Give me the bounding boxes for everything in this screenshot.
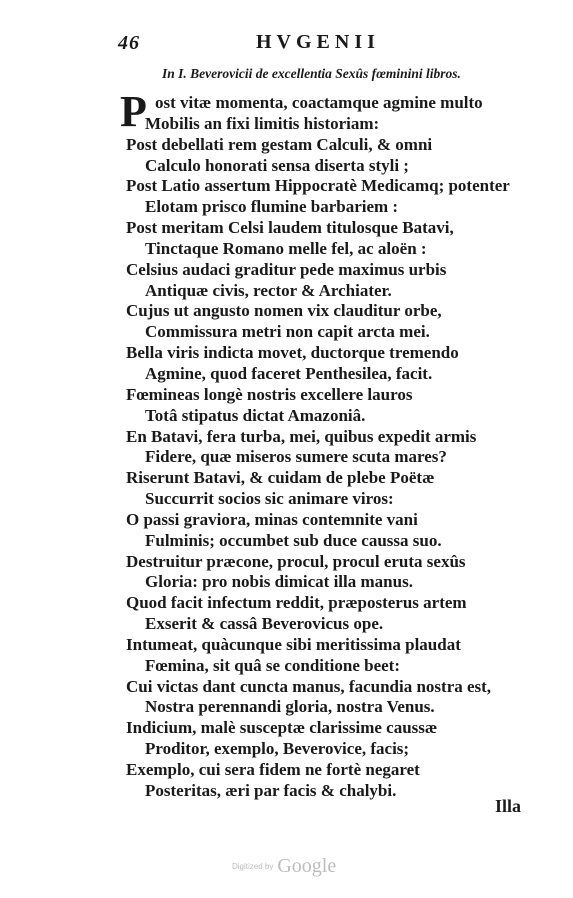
- poem-body: [0, 93, 573, 802]
- verse-line: Destruitur præcone, procul, procul eruta sexûs: [126, 551, 466, 571]
- verse-line: Elotam prisco flumine barbariem :: [145, 197, 399, 217]
- digitized-by-label: Digitized by: [232, 862, 274, 871]
- verse-line: Fœmina, sit quâ se conditione beet:: [145, 655, 400, 675]
- verse-line: Agmine, quod faceret Penthesilea, facit.: [145, 363, 433, 383]
- verse-line: Exemplo, cui sera fidem ne fortè negaret: [126, 760, 420, 779]
- verse-line: En Batavi, fera turba, mei, quibus expedit armis: [126, 426, 477, 446]
- poem-title: In I. Beverovicii de excellentia Sexûs fœminini libros.: [162, 66, 461, 81]
- verse-line: Calculo honorati sensa diserta styli ;: [145, 155, 409, 175]
- verse-line: Cujus ut angusto nomen vix clauditur orbe,: [126, 301, 442, 321]
- catchword: Illa: [495, 796, 522, 816]
- verse-line: Posteritas, æri par facis & chalybi.: [145, 780, 397, 800]
- verse-line: Bella viris indicta movet, ductorque tremendo: [126, 343, 459, 363]
- verse-line: Gloria: pro nobis dimicat illa manus.: [145, 572, 413, 592]
- verse-line: Post meritam Celsi laudem titulosque Batavi,: [126, 218, 454, 238]
- page-number: 46: [118, 32, 140, 54]
- verse-line: Celsius audaci graditur pede maximus urbis: [126, 259, 447, 279]
- verse-line: Commissura metri non capit arcta mei.: [145, 322, 430, 342]
- verse-line: ost vitæ momenta, coactamque agmine multo: [155, 93, 483, 112]
- verse-line: Mobilis an fixi limitis historiam:: [145, 113, 380, 133]
- verse-line: O passi graviora, minas contemnite vani: [126, 509, 418, 529]
- verse-line: Antiquæ civis, rector & Archiater.: [145, 280, 392, 300]
- verse-line: Fulminis; occumbet sub duce caussa suo.: [145, 530, 442, 550]
- verse-line: Totâ stipatus dictat Amazoniâ.: [145, 405, 366, 425]
- verse-line: Intumeat, quàcunque sibi meritissima plaudat: [126, 634, 461, 654]
- verse-line: Proditor, exemplo, Beverovice, facis;: [145, 739, 410, 759]
- verse-line: Exserit & cassâ Beverovicus ope.: [145, 614, 384, 634]
- digitized-watermark: [232, 855, 336, 878]
- verse-line: Tinctaque Romano melle fel, ac aloën :: [145, 238, 427, 258]
- verse-line: Cui victas dant cuncta manus, facundia nostra est,: [126, 676, 492, 696]
- verse-line: Post Latio assertum Hippocratè Medicamq; potenter: [126, 176, 510, 196]
- verse-line: Riserunt Batavi, & cuidam de plebe Poëtæ: [126, 468, 435, 488]
- verse-line: Succurrit socios sic animare viros:: [145, 489, 394, 509]
- verse-line: Indicium, malè susceptæ clarissime caussæ: [126, 718, 438, 738]
- verse-line: Quod facit infectum reddit, præposterus artem: [126, 593, 467, 613]
- verse-line: Fidere, quæ miseros sumere scuta mares?: [145, 447, 447, 467]
- verse-line: Post debellati rem gestam Calculi, & omni: [126, 134, 433, 154]
- verse-line: Nostra perennandi gloria, nostra Venus.: [145, 697, 435, 717]
- drop-cap: P: [120, 87, 147, 136]
- running-head: HVGENII: [256, 31, 380, 53]
- google-logo: Google: [277, 855, 337, 877]
- verse-line: Fœmineas longè nostris excellere lauros: [126, 384, 413, 404]
